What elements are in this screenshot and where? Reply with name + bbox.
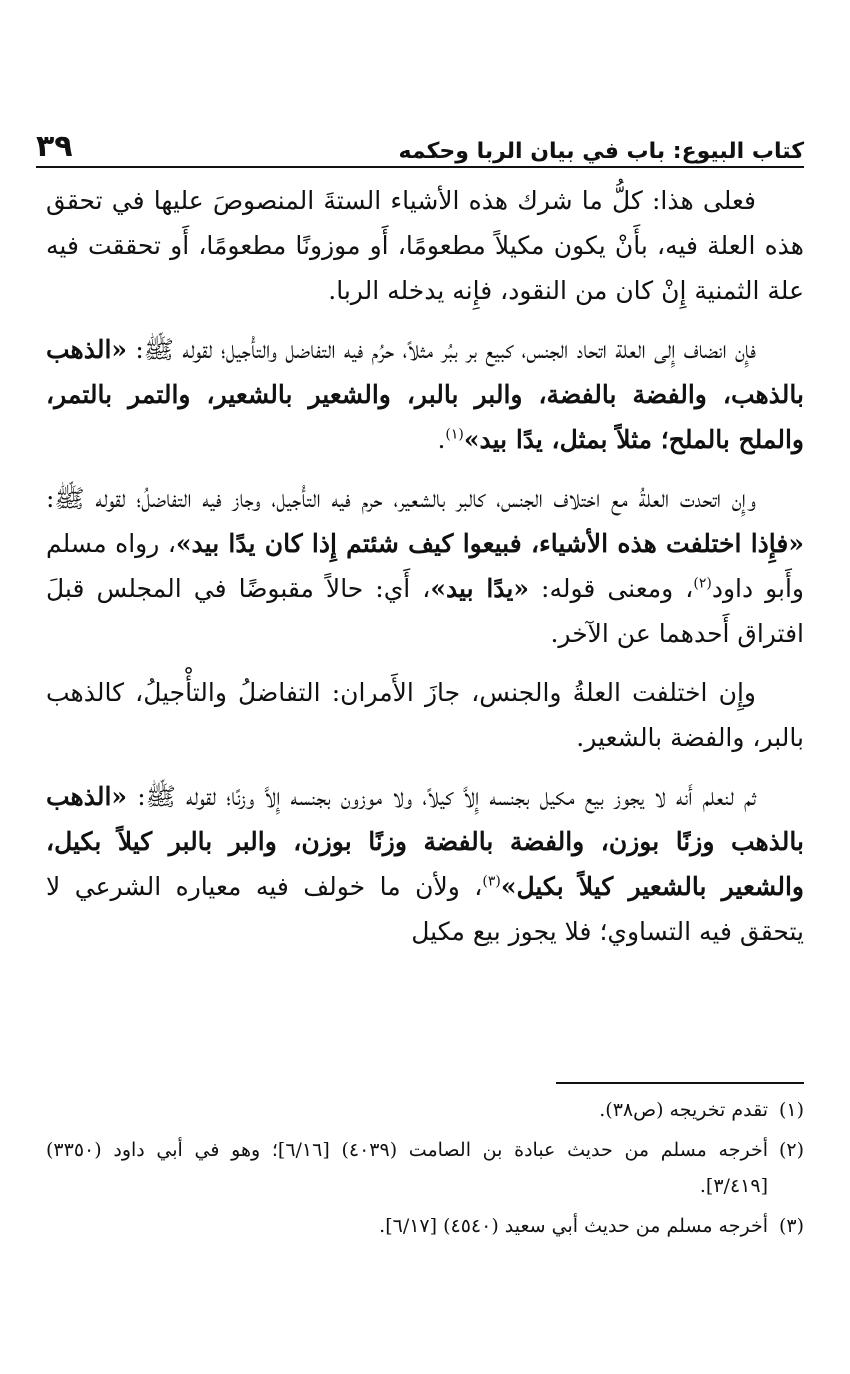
page-number: ٣٩ [36, 129, 73, 164]
footnote-number: (١) [778, 1099, 804, 1121]
hadith-quote: «الذهب بالذهب وزنًا بوزن، والفضة بالفضة وزنًا بوزن، والبر بالبر كيلاً بكيل، والشعير بالشعير كيلاً بكيل» [46, 782, 804, 901]
footnotes [46, 1092, 804, 1248]
footnote-marker: (٣) [482, 873, 501, 890]
footnote-rule [556, 1082, 804, 1084]
paragraph-text: ، أَي: حالاً مقبوضًا في المجلس قبلَ افتراق أَحدهما عن الآخر. [46, 574, 804, 648]
footnote-number: (٢) [778, 1139, 804, 1161]
paragraph-text: . [437, 425, 446, 454]
hadith-quote: «يدًا بيد» [430, 574, 529, 603]
footnote-text: تقدم تخريجه (ص٣٨). [599, 1099, 768, 1121]
paragraph-text: وإِن اتحدت العلةُ مع اختلاف الجنس، كالبر بالشعير، حرم فيه التأْجيل، وجاز فيه التفاضلُ؛ لقوله ﷺ: [46, 484, 756, 513]
paragraph-text: ، رواه مسلم وأَبو داود [46, 529, 805, 603]
footnote [46, 1092, 804, 1128]
paragraph-text: ثم لنعلم أَنه لا يجوز بيع مكيل بجنسه إِلاَّ كيلاً، ولا موزون بجنسه إِلاَّ وزنًا؛ لقوله ﷺ: [127, 782, 756, 811]
paragraph-text: وإِن اختلفت العلةُ والجنس، جازَ الأَمران: التفاضلُ والتأْجيلُ، كالذهب بالبر، والفضة بالشعير. [46, 678, 804, 752]
paragraph [46, 476, 804, 656]
paragraph-text: فإِن انضاف إِلى العلة اتحاد الجنس، كبيع بر ببُر مثلاً، حرُم فيه التفاضل والتأْجيل؛ لقوله ﷺ: [127, 335, 756, 364]
hadith-quote: «الذهب بالذهب، والفضة بالفضة، والبر بالبر، والشعير بالشعير، والتمر بالتمر، والملح بالملح؛ مثلاً بمثل، يدًا بيد» [46, 335, 804, 454]
paragraph [46, 670, 804, 760]
page-header [36, 118, 804, 164]
footnote-marker: (١) [445, 426, 464, 443]
footnote [46, 1132, 804, 1204]
hadith-quote: «فإِذا اختلفت هذه الأشياء، فبيعوا كيف شئتم إِذا كان يدًا بيد» [175, 529, 804, 558]
running-title: كتاب البيوع: باب في بيان الربا وحكمه [398, 139, 804, 164]
paragraph-text: ، ومعنى قوله: [529, 574, 694, 603]
footnote-text: أخرجه مسلم من حديث أبي سعيد (٤٥٤٠) [٦/١٧]. [379, 1215, 768, 1237]
footnote-number: (٣) [778, 1215, 804, 1237]
paragraph [46, 774, 804, 954]
paragraph [46, 327, 804, 462]
paragraph-text: ، ولأن ما خولف فيه معياره الشرعي لا يتحقق فيه التساوي؛ فلا يجوز بيع مكيل [46, 872, 804, 946]
footnote [46, 1208, 804, 1244]
body-text [46, 178, 804, 968]
paragraph-text: فعلى هذا: كلُّ ما شرك هذه الأشياء الستةَ المنصوصَ عليها في تحقق هذه العلة فيه، بأَنْ يكون مكيلاً مطعومًا، أَو موزونًا مطعومًا، أَو تحققت فيه علة الثمنية إِنْ كان من النقود، فإِنه يدخله الربا. [46, 186, 804, 305]
footnote-text: أخرجه مسلم من حديث عبادة بن الصامت (٤٠٣٩) [٦/١٦]؛ وهو في أبي داود (٣٣٥٠) [٣/٤١٩]. [46, 1139, 768, 1197]
header-rule [36, 166, 804, 168]
paragraph [46, 178, 804, 313]
footnote-marker: (٢) [693, 575, 712, 592]
